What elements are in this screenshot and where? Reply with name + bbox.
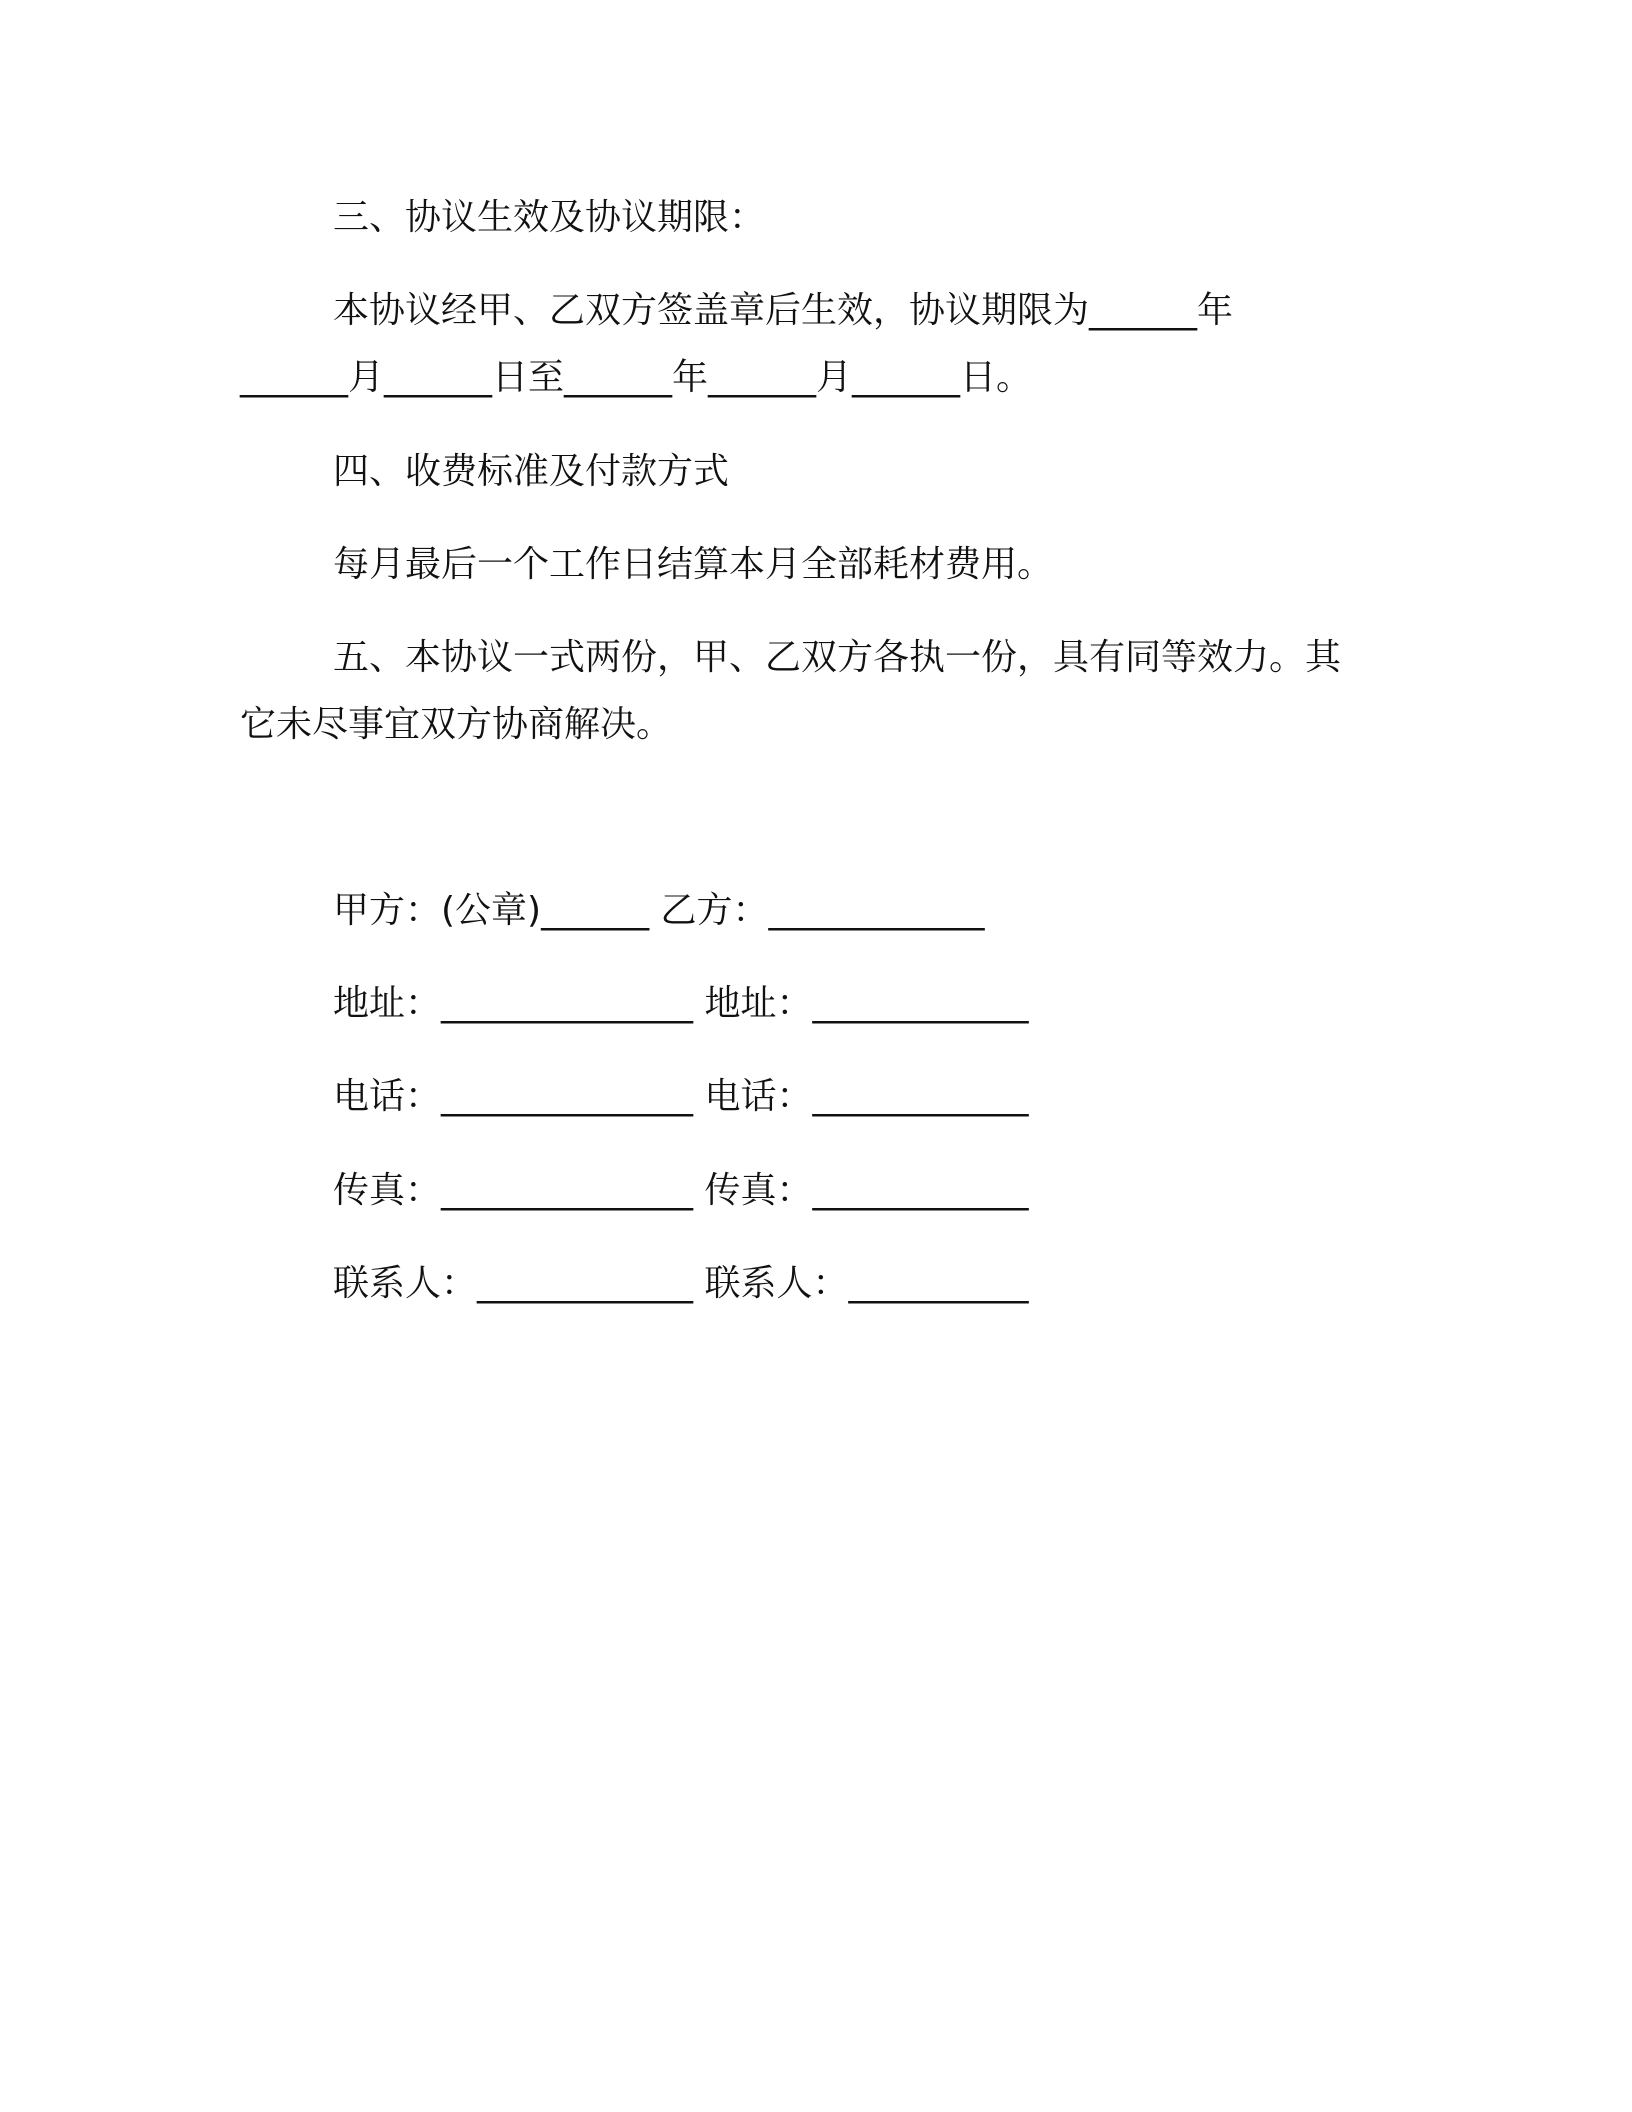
section-4-body: 每月最后一个工作日结算本月全部耗材费用。: [333, 544, 1054, 585]
section-5-line-2: 它未尽事宜双方协商解决。: [240, 704, 673, 745]
phone-line: 电话：______________ 电话：____________: [333, 1076, 1029, 1117]
fax-line: 传真：______________ 传真：____________: [333, 1170, 1029, 1211]
section-3-heading: 三、协议生效及协议期限：: [333, 197, 766, 238]
section-5-line-1: 五、本协议一式两份，甲、乙双方各执一份，具有同等效力。其: [333, 637, 1342, 678]
section-3-body-line-1: 本协议经甲、乙双方签盖章后生效，协议期限为______年: [333, 290, 1234, 331]
address-line: 地址：______________ 地址：____________: [333, 983, 1029, 1024]
contact-line: 联系人：____________ 联系人：__________: [333, 1263, 1029, 1304]
section-4-heading: 四、收费标准及付款方式: [333, 451, 730, 492]
section-3-body-line-2: ______月______日至______年______月______日。: [240, 357, 1032, 398]
party-line: 甲方：(公章)______ 乙方：____________: [333, 890, 985, 931]
